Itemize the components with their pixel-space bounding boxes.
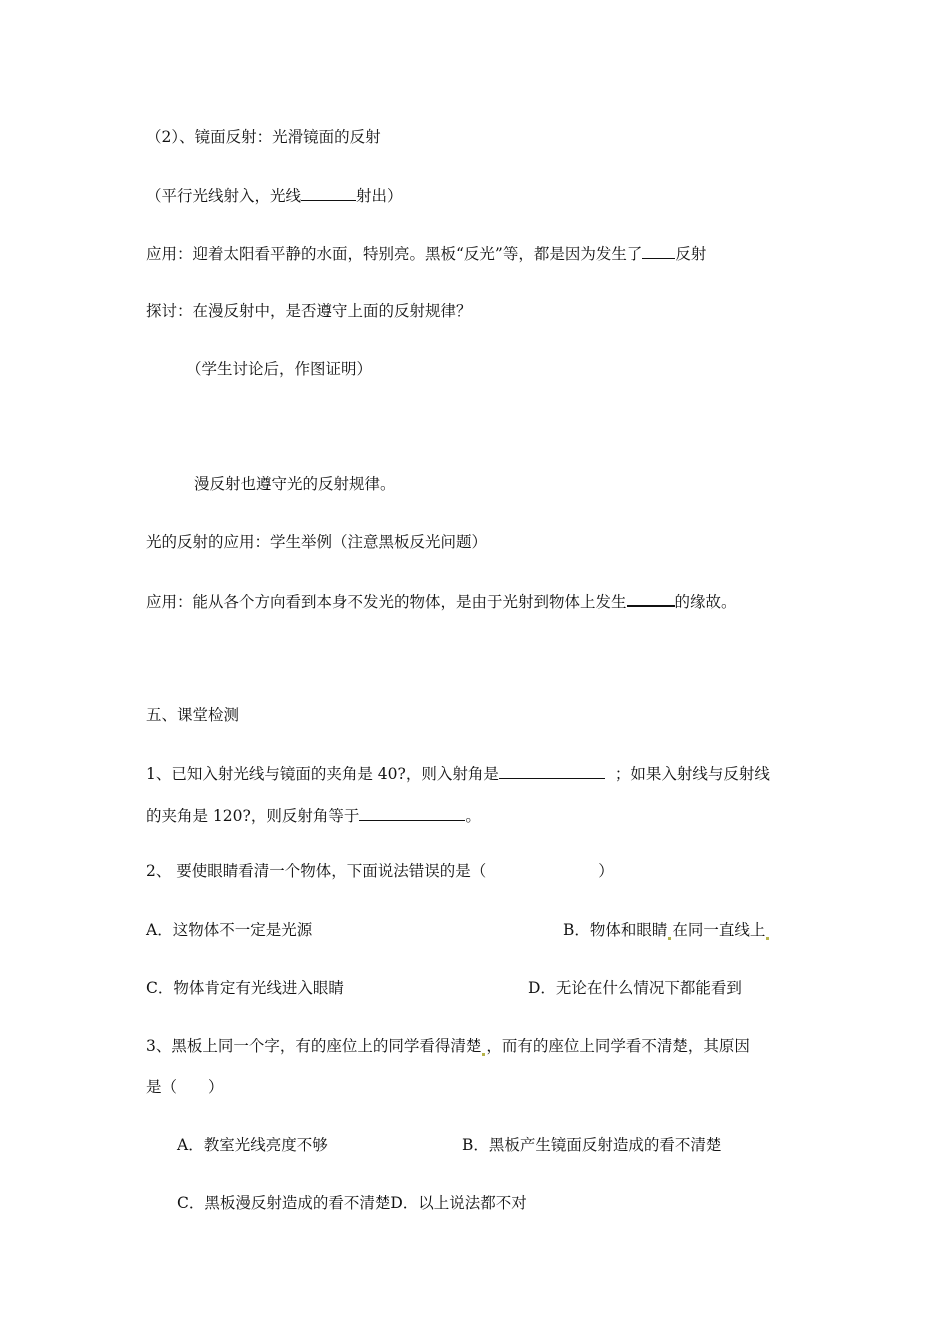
parallel-light-line: （平行光线射入，光线 射出） xyxy=(146,187,403,205)
answer-blank[interactable] xyxy=(499,763,605,779)
discussion-question: 探讨：在漫反射中，是否遵守上面的反射规律？ xyxy=(146,302,472,320)
application-diffuse-line: 应用：能从各个方向看到本身不发光的物体，是由于光射到物体上发生 的缘故。 xyxy=(146,590,737,612)
question-2-option-a: A．这物体不一定是光源 xyxy=(146,921,313,939)
stray-mark xyxy=(668,937,671,940)
question-3-stem-line-2: 是（ ） xyxy=(146,1078,224,1096)
question-1-line-2: 的夹角是 120?，则反射角等于 。 xyxy=(146,807,481,825)
question-2-option-c: C．物体肯定有光线进入眼睛 xyxy=(146,979,344,997)
diffuse-conclusion: 漫反射也遵守光的反射规律。 xyxy=(194,475,396,493)
section-title: 五、课堂检测 xyxy=(146,706,240,724)
question-1-line-1: 1、已知入射光线与镜面的夹角是 40?，则入射角是 ；如果入射线与反射线 xyxy=(146,765,770,783)
answer-blank[interactable] xyxy=(642,243,675,259)
stray-mark xyxy=(482,1053,485,1056)
stray-mark xyxy=(766,937,769,940)
question-3-option-a: A．教室光线亮度不够 xyxy=(177,1136,328,1154)
reflection-application: 光的反射的应用：学生举例（注意黑板反光问题） xyxy=(146,533,488,551)
question-2-option-b: B．物体和眼睛 在同一直线上 xyxy=(563,920,770,940)
application-mirror-line: 应用：迎着太阳看平静的水面，特别亮。黑板“反光”等，都是因为发生了 反射 xyxy=(146,245,707,263)
answer-blank[interactable] xyxy=(627,590,675,607)
question-2-option-d: D．无论在什么情况下都能看到 xyxy=(528,979,742,997)
answer-blank[interactable] xyxy=(301,185,356,201)
question-3-stem-line-1: 3、黑板上同一个字，有的座位上的同学看得清楚 ，而有的座位上同学看不清楚，其原因 xyxy=(146,1037,750,1055)
question-3-options-c-d: C．黑板漫反射造成的看不清楚D．以上说法都不对 xyxy=(177,1194,527,1212)
answer-blank[interactable] xyxy=(359,805,465,821)
student-note: （学生讨论后，作图证明） xyxy=(186,360,373,378)
mirror-reflection-title: （2）、镜面反射：光滑镜面的反射 xyxy=(146,128,381,146)
question-2-stem: 2、 要使眼睛看清一个物体，下面说法错误的是（ ） xyxy=(146,862,614,880)
question-3-option-b: B．黑板产生镜面反射造成的看不清楚 xyxy=(462,1136,722,1154)
